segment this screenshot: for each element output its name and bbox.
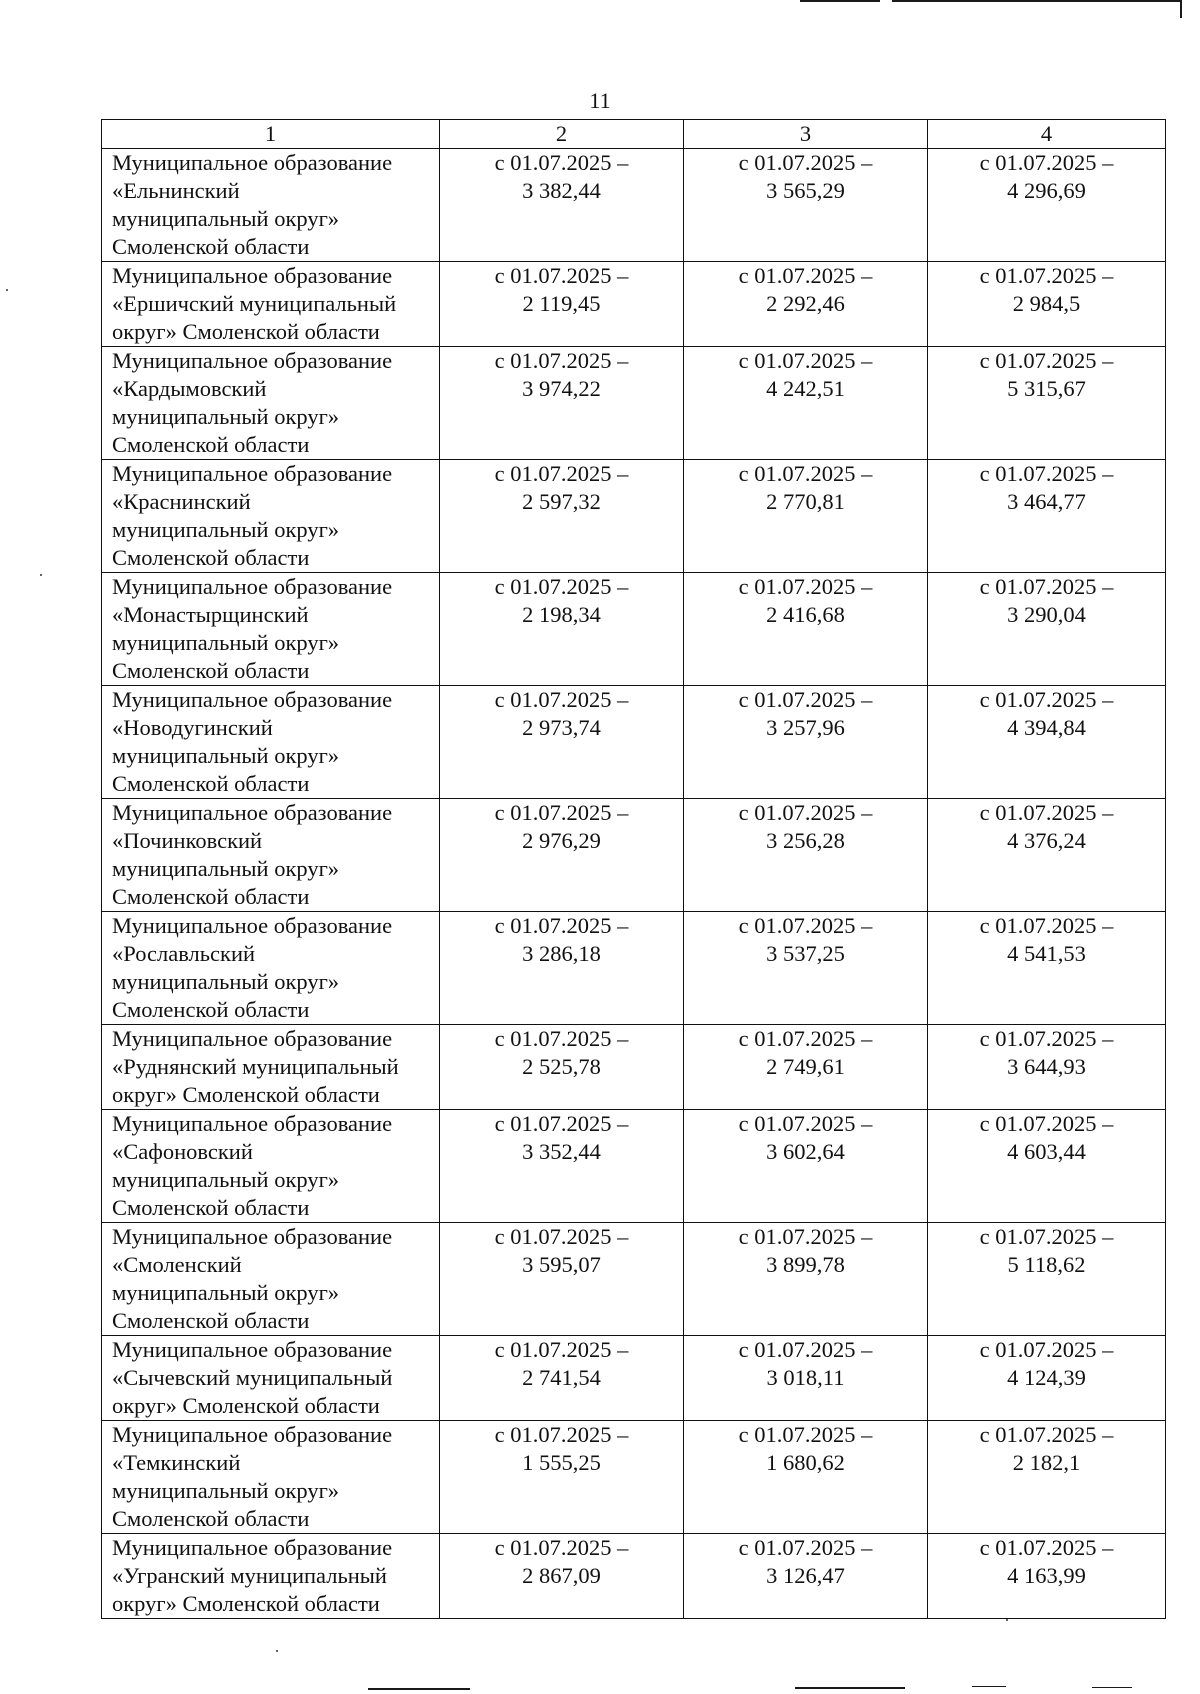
scan-line-top-right-edge	[1180, 0, 1182, 18]
scan-line-top-right	[892, 0, 1182, 2]
municipality-name-line: Смоленской области	[112, 432, 310, 457]
municipality-name-line: «Ершичский муниципальный	[112, 291, 397, 316]
tariff-cell-col4	[928, 1421, 1166, 1534]
effective-date-text: с 01.07.2025 –	[738, 1224, 873, 1249]
municipality-name-line: муниципальный округ»	[112, 856, 340, 881]
tariff-value: 3 352,44	[522, 1139, 601, 1164]
municipality-name-line: муниципальный округ»	[112, 969, 340, 994]
effective-date-text: с 01.07.2025 –	[494, 574, 629, 599]
effective-date-text: с 01.07.2025 –	[979, 1422, 1114, 1447]
municipality-name-line: Муниципальное образование	[112, 574, 393, 599]
municipality-name-line: Смоленской области	[112, 771, 310, 796]
municipality-name-line: муниципальный округ»	[112, 404, 340, 429]
column-header: 4	[928, 120, 1166, 149]
tariff-cell-col3	[684, 1025, 928, 1110]
tariff-value: 4 541,53	[1007, 941, 1086, 966]
municipality-name-line: Муниципальное образование	[112, 150, 393, 175]
effective-date-text: с 01.07.2025 –	[494, 263, 629, 288]
municipality-name-line: «Рославльский	[112, 941, 256, 966]
tariff-cell-col2	[440, 1534, 684, 1619]
tariff-value: 2 597,32	[522, 489, 601, 514]
municipality-name-line: Смоленской области	[112, 997, 310, 1022]
table-row	[102, 686, 1166, 799]
effective-date-text: с 01.07.2025 –	[979, 1535, 1114, 1560]
tariff-cell-col2	[440, 912, 684, 1025]
tariff-value: 2 741,54	[522, 1365, 601, 1390]
municipality-name-cell	[102, 262, 440, 347]
municipality-name-line: Муниципальное образование	[112, 263, 393, 288]
municipality-name-line: муниципальный округ»	[112, 630, 340, 655]
municipality-name-line: Муниципальное образование	[112, 1422, 393, 1447]
tariff-value: 3 464,77	[1007, 489, 1086, 514]
table-row	[102, 1025, 1166, 1110]
effective-date-text: с 01.07.2025 –	[979, 1111, 1114, 1136]
municipality-name-line: Муниципальное образование	[112, 1026, 393, 1051]
effective-date-text: с 01.07.2025 –	[494, 913, 629, 938]
municipality-name-line: Муниципальное образование	[112, 913, 393, 938]
tariff-cell-col2	[440, 1421, 684, 1534]
tariff-cell-col4	[928, 1336, 1166, 1421]
effective-date-text: с 01.07.2025 –	[738, 263, 873, 288]
municipality-name-line: «Смоленский	[112, 1252, 242, 1277]
effective-date-text: с 01.07.2025 –	[979, 1224, 1114, 1249]
tariff-cell-col2	[440, 573, 684, 686]
tariff-table	[101, 119, 1166, 1619]
municipality-name-line: Смоленской области	[112, 1195, 310, 1220]
municipality-name-line: «Новодугинский	[112, 715, 273, 740]
municipality-name-cell	[102, 912, 440, 1025]
tariff-value: 3 256,28	[766, 828, 845, 853]
municipality-name-line: Смоленской области	[112, 1506, 310, 1531]
municipality-name-line: муниципальный округ»	[112, 206, 340, 231]
municipality-name-line: Смоленской области	[112, 234, 310, 259]
effective-date-text: с 01.07.2025 –	[738, 1422, 873, 1447]
municipality-name-cell	[102, 149, 440, 262]
scan-line-bottom-right	[972, 1686, 1006, 1687]
tariff-cell-col2	[440, 1223, 684, 1336]
effective-date-text: с 01.07.2025 –	[738, 461, 873, 486]
effective-date-text: с 01.07.2025 –	[979, 913, 1114, 938]
tariff-value: 3 565,29	[766, 178, 845, 203]
effective-date-text: с 01.07.2025 –	[494, 1337, 629, 1362]
tariff-value: 3 974,22	[522, 376, 601, 401]
municipality-name-cell	[102, 1025, 440, 1110]
tariff-cell-col4	[928, 460, 1166, 573]
tariff-cell-col3	[684, 686, 928, 799]
municipality-name-line: «Краснинский	[112, 489, 251, 514]
municipality-name-cell	[102, 460, 440, 573]
municipality-name-line: округ» Смоленской области	[112, 1393, 380, 1418]
municipality-name-cell	[102, 686, 440, 799]
municipality-name-line: Смоленской области	[112, 545, 310, 570]
municipality-name-line: «Сычевский муниципальный	[112, 1365, 393, 1390]
tariff-value: 2 119,45	[522, 291, 601, 316]
tariff-value: 2 198,34	[522, 602, 601, 627]
effective-date-text: с 01.07.2025 –	[738, 1337, 873, 1362]
tariff-value: 4 124,39	[1007, 1365, 1086, 1390]
effective-date-text: с 01.07.2025 –	[738, 800, 873, 825]
municipality-name-line: Муниципальное образование	[112, 1224, 393, 1249]
tariff-cell-col2	[440, 262, 684, 347]
municipality-name-line: Смоленской области	[112, 1308, 310, 1333]
table-row	[102, 1534, 1166, 1619]
effective-date-text: с 01.07.2025 –	[979, 150, 1114, 175]
municipality-name-line: «Сафоновский	[112, 1139, 253, 1164]
municipality-name-line: Муниципальное образование	[112, 687, 393, 712]
table-row	[102, 1421, 1166, 1534]
municipality-name-line: Муниципальное образование	[112, 800, 393, 825]
tariff-cell-col4	[928, 262, 1166, 347]
municipality-name-line: Муниципальное образование	[112, 461, 393, 486]
tariff-cell-col4	[928, 573, 1166, 686]
tariff-cell-col2	[440, 686, 684, 799]
municipality-name-line: округ» Смоленской области	[112, 1082, 380, 1107]
tariff-cell-col3	[684, 573, 928, 686]
tariff-cell-col3	[684, 1534, 928, 1619]
tariff-value: 2 749,61	[766, 1054, 845, 1079]
municipality-name-line: Смоленской области	[112, 884, 310, 909]
effective-date-text: с 01.07.2025 –	[979, 461, 1114, 486]
tariff-cell-col3	[684, 1421, 928, 1534]
municipality-name-line: Муниципальное образование	[112, 348, 393, 373]
tariff-value: 3 899,78	[766, 1252, 845, 1277]
tariff-value: 1 555,25	[522, 1450, 601, 1475]
tariff-value: 3 602,64	[766, 1139, 845, 1164]
page-number: 11	[589, 88, 611, 113]
tariff-cell-col2	[440, 1110, 684, 1223]
tariff-value: 4 376,24	[1007, 828, 1086, 853]
tariff-value: 5 315,67	[1007, 376, 1086, 401]
tariff-value: 3 126,47	[766, 1563, 845, 1588]
table-row	[102, 573, 1166, 686]
effective-date-text: с 01.07.2025 –	[979, 348, 1114, 373]
municipality-name-line: Смоленской области	[112, 658, 310, 683]
tariff-cell-col4	[928, 686, 1166, 799]
tariff-cell-col4	[928, 1025, 1166, 1110]
tariff-value: 4 163,99	[1007, 1563, 1086, 1588]
tariff-value: 5 118,62	[1007, 1252, 1086, 1277]
municipality-name-line: муниципальный округ»	[112, 1167, 340, 1192]
table-row	[102, 1110, 1166, 1223]
effective-date-text: с 01.07.2025 –	[738, 574, 873, 599]
table-row	[102, 1223, 1166, 1336]
tariff-value: 3 018,11	[766, 1365, 845, 1390]
tariff-cell-col2	[440, 1336, 684, 1421]
effective-date-text: с 01.07.2025 –	[738, 1535, 873, 1560]
tariff-value: 3 257,96	[766, 715, 845, 740]
tariff-cell-col4	[928, 1534, 1166, 1619]
municipality-name-cell	[102, 1421, 440, 1534]
effective-date-text: с 01.07.2025 –	[494, 1535, 629, 1560]
tariff-value: 2 973,74	[522, 715, 601, 740]
scan-speck	[6, 289, 8, 291]
effective-date-text: с 01.07.2025 –	[494, 800, 629, 825]
tariff-value: 3 382,44	[522, 178, 601, 203]
tariff-value: 4 394,84	[1007, 715, 1086, 740]
tariff-cell-col2	[440, 1025, 684, 1110]
scan-speck	[276, 1650, 278, 1652]
municipality-name-line: муниципальный округ»	[112, 743, 340, 768]
table-row	[102, 799, 1166, 912]
municipality-name-cell	[102, 347, 440, 460]
table-row	[102, 149, 1166, 262]
effective-date-text: с 01.07.2025 –	[494, 150, 629, 175]
effective-date-text: с 01.07.2025 –	[979, 574, 1114, 599]
municipality-name-line: округ» Смоленской области	[112, 1591, 380, 1616]
tariff-value: 4 296,69	[1007, 178, 1086, 203]
tariff-cell-col3	[684, 799, 928, 912]
tariff-cell-col4	[928, 1223, 1166, 1336]
tariff-cell-col3	[684, 1110, 928, 1223]
effective-date-text: с 01.07.2025 –	[738, 913, 873, 938]
municipality-name-line: «Кардымовский	[112, 376, 267, 401]
scan-speck	[40, 574, 42, 576]
table-header-row	[102, 120, 1166, 149]
effective-date-text: с 01.07.2025 –	[494, 1111, 629, 1136]
effective-date-text: с 01.07.2025 –	[494, 348, 629, 373]
tariff-cell-col3	[684, 347, 928, 460]
tariff-value: 2 976,29	[522, 828, 601, 853]
municipality-name-line: «Угранский муниципальный	[112, 1563, 387, 1588]
municipality-name-cell	[102, 1110, 440, 1223]
tariff-value: 3 286,18	[522, 941, 601, 966]
effective-date-text: с 01.07.2025 –	[494, 1224, 629, 1249]
tariff-cell-col3	[684, 1336, 928, 1421]
municipality-name-line: муниципальный округ»	[112, 517, 340, 542]
table-row	[102, 460, 1166, 573]
municipality-name-line: «Ельнинский	[112, 178, 240, 203]
scan-speck	[1006, 1619, 1008, 1621]
column-header: 3	[684, 120, 928, 149]
municipality-name-cell	[102, 799, 440, 912]
tariff-cell-col3	[684, 149, 928, 262]
municipality-name-line: Муниципальное образование	[112, 1337, 393, 1362]
tariff-value: 4 242,51	[766, 376, 845, 401]
column-header: 2	[440, 120, 684, 149]
municipality-name-line: «Темкинский	[112, 1450, 241, 1475]
effective-date-text: с 01.07.2025 –	[738, 150, 873, 175]
municipality-name-line: «Руднянский муниципальный	[112, 1054, 399, 1079]
scan-line-bottom-far-right	[1092, 1687, 1132, 1688]
municipality-name-line: «Починковский	[112, 828, 263, 853]
tariff-cell-col3	[684, 1223, 928, 1336]
column-header: 1	[102, 120, 440, 149]
tariff-value: 2 770,81	[766, 489, 845, 514]
effective-date-text: с 01.07.2025 –	[979, 1337, 1114, 1362]
effective-date-text: с 01.07.2025 –	[494, 687, 629, 712]
effective-date-text: с 01.07.2025 –	[738, 1026, 873, 1051]
tariff-cell-col4	[928, 912, 1166, 1025]
tariff-value: 2 292,46	[766, 291, 845, 316]
tariff-value: 3 537,25	[766, 941, 845, 966]
effective-date-text: с 01.07.2025 –	[979, 1026, 1114, 1051]
municipality-name-cell	[102, 1336, 440, 1421]
tariff-value: 3 595,07	[522, 1252, 601, 1277]
municipality-name-cell	[102, 1223, 440, 1336]
tariff-value: 2 525,78	[522, 1054, 601, 1079]
tariff-cell-col4	[928, 149, 1166, 262]
effective-date-text: с 01.07.2025 –	[979, 263, 1114, 288]
tariff-cell-col2	[440, 460, 684, 573]
tariff-cell-col3	[684, 912, 928, 1025]
municipality-name-line: округ» Смоленской области	[112, 319, 380, 344]
effective-date-text: с 01.07.2025 –	[738, 348, 873, 373]
effective-date-text: с 01.07.2025 –	[979, 687, 1114, 712]
scan-line-bottom-middle	[795, 1687, 905, 1689]
table-row	[102, 347, 1166, 460]
table-row	[102, 1336, 1166, 1421]
tariff-value: 3 290,04	[1007, 602, 1086, 627]
municipality-name-line: Муниципальное образование	[112, 1111, 393, 1136]
table-row	[102, 912, 1166, 1025]
tariff-value: 1 680,62	[766, 1450, 845, 1475]
tariff-cell-col2	[440, 799, 684, 912]
tariff-cell-col3	[684, 262, 928, 347]
effective-date-text: с 01.07.2025 –	[494, 461, 629, 486]
effective-date-text: с 01.07.2025 –	[979, 800, 1114, 825]
tariff-cell-col2	[440, 149, 684, 262]
tariff-cell-col3	[684, 460, 928, 573]
table-row	[102, 262, 1166, 347]
tariff-cell-col2	[440, 347, 684, 460]
municipality-name-line: Муниципальное образование	[112, 1535, 393, 1560]
effective-date-text: с 01.07.2025 –	[738, 687, 873, 712]
tariff-value: 2 416,68	[766, 602, 845, 627]
municipality-name-line: муниципальный округ»	[112, 1280, 340, 1305]
effective-date-text: с 01.07.2025 –	[738, 1111, 873, 1136]
tariff-value: 2 867,09	[522, 1563, 601, 1588]
scan-line-bottom-left	[368, 1688, 470, 1690]
tariff-cell-col4	[928, 799, 1166, 912]
tariff-cell-col4	[928, 347, 1166, 460]
tariff-value: 2 984,5	[1012, 291, 1081, 316]
municipality-name-cell	[102, 573, 440, 686]
tariff-value: 4 603,44	[1007, 1139, 1086, 1164]
municipality-name-line: «Монастырщинский	[112, 602, 309, 627]
scan-line-top-left	[800, 0, 880, 2]
municipality-name-line: муниципальный округ»	[112, 1478, 340, 1503]
tariff-value: 3 644,93	[1007, 1054, 1086, 1079]
effective-date-text: с 01.07.2025 –	[494, 1026, 629, 1051]
effective-date-text: с 01.07.2025 –	[494, 1422, 629, 1447]
tariff-cell-col4	[928, 1110, 1166, 1223]
tariff-value: 2 182,1	[1012, 1450, 1081, 1475]
municipality-name-cell	[102, 1534, 440, 1619]
